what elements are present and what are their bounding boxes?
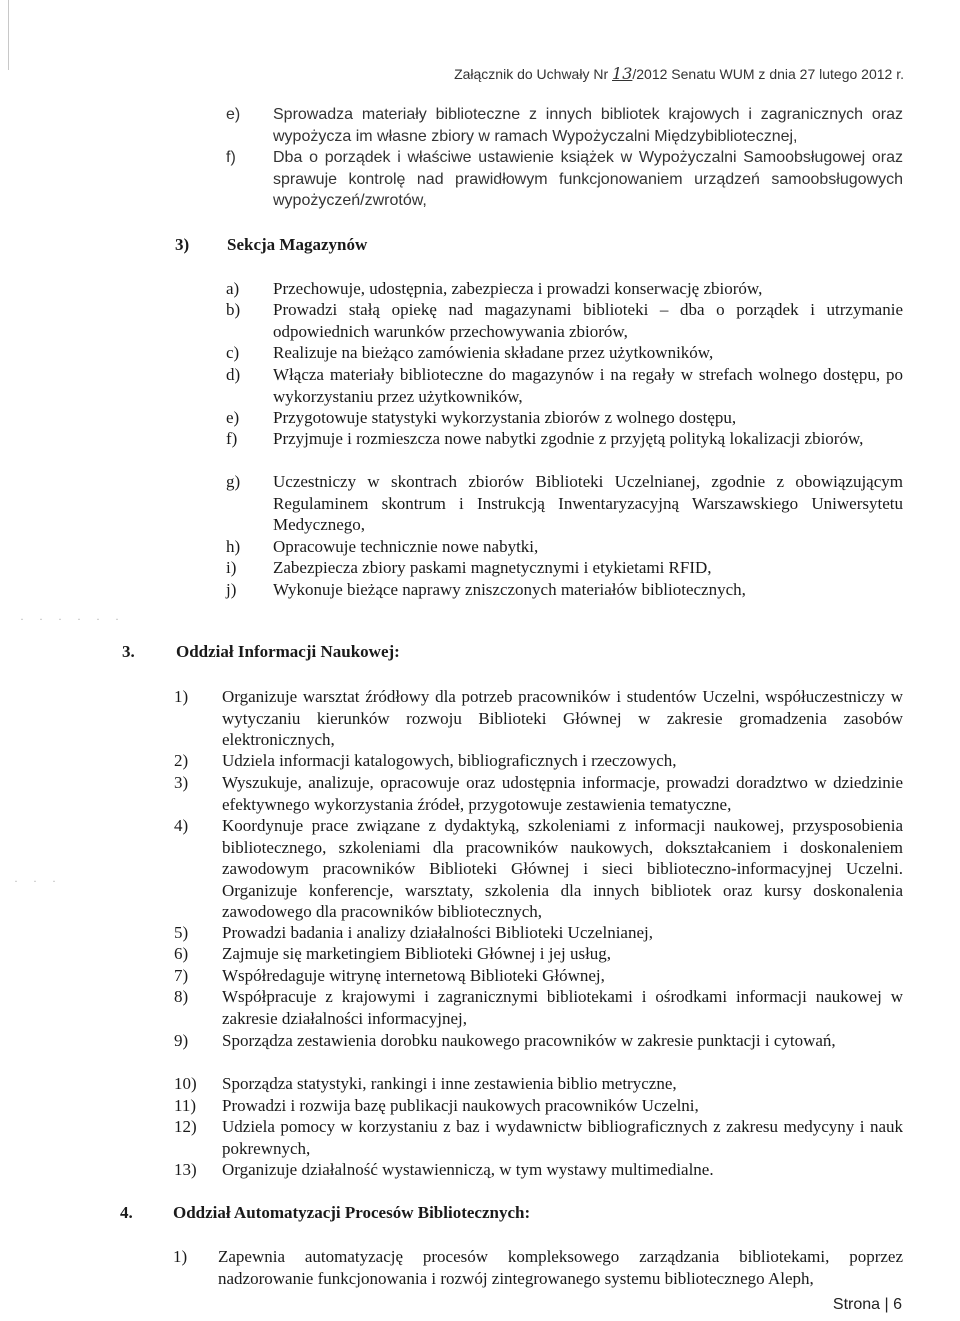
header-suffix: /2012 Senatu WUM z dnia 27 lutego 2012 r.: [632, 66, 904, 82]
header-prefix: Załącznik do Uchwały Nr: [454, 66, 609, 82]
list-item: Prowadzi badania i analizy działalności Biblioteki Uczelnianej,: [222, 923, 653, 942]
page-number: Strona | 6: [832, 1296, 902, 1313]
list-item: Realizuje na bieżąco zamówienia składane przez użytkowników,: [273, 343, 714, 362]
list-marker: a): [226, 279, 240, 298]
scan-noise: · · · · · ·: [20, 612, 125, 626]
list-item: Wyszukuje, analizuje, opracowuje oraz udostępnia informacje, prowadzi doradztwo w dziedzinie efektywnego wykorzystania źródeł, przygotowuje zestawienia tematyczne,: [222, 773, 903, 814]
list-item: Prowadzi stałą opiekę nad magazynami biblioteki – dba o porządek i utrzymanie odpowiednich warunków przechowywania zbiorów,: [273, 300, 903, 341]
scan-noise: · · ·: [14, 874, 62, 888]
list-marker: 1): [173, 1247, 188, 1266]
section-number: 3): [175, 235, 190, 254]
list-item: Udziela informacji katalogowych, bibliograficznych i rzeczowych,: [222, 751, 677, 770]
list-marker: 8): [174, 987, 189, 1006]
list-marker: 10): [174, 1074, 197, 1093]
list-marker: e): [226, 408, 240, 427]
list-marker: f): [226, 429, 238, 448]
list-item: Współpracuje z krajowymi i zagranicznymi bibliotekami i ośrodkami informacji naukowej w zakresie działalności informacyjnej,: [222, 987, 903, 1028]
section-title: Oddział Automatyzacji Procesów Bibliotecznych:: [173, 1203, 531, 1222]
list-item: Prowadzi i rozwija bazę publikacji naukowych pracowników Uczelni,: [222, 1096, 699, 1115]
list-marker: h): [226, 537, 241, 556]
list-item: Dba o porządek i właściwe ustawienie książek w Wypożyczalni Samoobsługowej oraz sprawuje kontrolę nad prawidłowym funkcjonowaniem urządzeń samoobsługowych wypożyczeń/zwrotów,: [273, 149, 903, 209]
list-marker: b): [226, 300, 241, 319]
list-item: Organizuje warsztat źródłowy dla potrzeb pracowników i studentów Uczelni, współuczestniczy w wytyczaniu kierunków rozwoju Biblioteki Głównej w zakresie gromadzenia zasobów elektronicznych,: [222, 687, 903, 749]
list-marker: 3): [174, 773, 189, 792]
list-marker: 1): [174, 687, 189, 706]
list-item: Opracowuje technicznie nowe nabytki,: [273, 537, 539, 556]
list-item: Koordynuje prace związane z dydaktyką, szkoleniami z informacji naukowej, przysposobienia bibliotecznego, szkoleniami dla pracowników naukowych, dokształcaniem i doskonaleniem zawodowym pracowników Biblioteki Głównej i sieci biblioteczno-informacyjnej Uczelni. Organizuje konferencje, warsztaty, szkolenia dla innych bibliotek oraz kursy doskonalenia zawodowego dla pracowników bibliotecznych,: [222, 816, 903, 921]
resolution-number: 13: [612, 64, 633, 83]
list-marker: 11): [174, 1096, 197, 1115]
list-marker: 2): [174, 751, 189, 770]
list-marker: 4): [174, 816, 189, 835]
list-item: Udziela pomocy w korzystaniu z baz i wydawnictw bibliograficznych z zakresu medycyny i nauk pokrewnych,: [222, 1117, 903, 1158]
list-item: Przechowuje, udostępnia, zabezpiecza i prowadzi konserwację zbiorów,: [273, 279, 763, 298]
section-number: 3.: [122, 642, 135, 661]
list-marker: 6): [174, 944, 189, 963]
list-marker: i): [226, 558, 237, 577]
list-marker: 12): [174, 1117, 197, 1136]
list-item: Zapewnia automatyzację procesów kompleksowego zarządzania bibliotekami, poprzez nadzorowanie funkcjonowania i rozwój zintegrowanego systemu bibliotecznego Aleph,: [218, 1247, 903, 1288]
list-marker: 13): [174, 1160, 197, 1179]
list-item: Współredaguje witrynę internetową Biblioteki Głównej,: [222, 966, 605, 985]
section-title: Oddział Informacji Naukowej:: [176, 642, 400, 661]
list-marker: e): [226, 106, 241, 123]
list-item: Sprowadza materiały biblioteczne z innych bibliotek krajowych i zagranicznych oraz wypożycza im własne zbiory w ramach Wypożyczalni Międzybibliotecznej,: [273, 106, 903, 145]
list-item: Przyjmuje i rozmieszcza nowe nabytki zgodnie z przyjętą polityką lokalizacji zbiorów,: [273, 429, 864, 448]
list-marker: j): [226, 580, 237, 599]
list-marker: d): [226, 365, 241, 384]
list-item: Organizuje działalność wystawienniczą, w tym wystawy multimedialne.: [222, 1160, 714, 1179]
section-number: 4.: [120, 1203, 133, 1222]
list-item: Sporządza statystyki, rankingi i inne zestawienia biblio metryczne,: [222, 1074, 677, 1093]
list-item: Zajmuje się marketingiem Biblioteki Głównej i jej usług,: [222, 944, 612, 963]
list-item: Przygotowuje statystyki wykorzystania zbiorów z wolnego dostępu,: [273, 408, 737, 427]
scan-edge-mark: [8, 0, 9, 70]
list-marker: g): [226, 472, 241, 491]
list-marker: 5): [174, 923, 189, 942]
section-title: Sekcja Magazynów: [227, 235, 368, 254]
list-item: Włącza materiały biblioteczne do magazynów i na regały w strefach wolnego dostępu, po wykorzystaniu przez użytkowników,: [273, 365, 903, 406]
list-marker: 7): [174, 966, 189, 985]
list-item: Wykonuje bieżące naprawy zniszczonych materiałów bibliotecznych,: [273, 580, 746, 599]
list-marker: 9): [174, 1031, 189, 1050]
list-item: Sporządza zestawienia dorobku naukowego pracowników w zakresie punktacji i cytowań,: [222, 1031, 836, 1050]
list-item: Zabezpiecza zbiory paskami magnetycznymi i etykietami RFID,: [273, 558, 712, 577]
list-item: Uczestniczy w skontrach zbiorów Biblioteki Uczelnianej, zgodnie z obowiązującym Regulaminem skontrum i Instrukcją Inwentaryzacyjną Warszawskiego Uniwersytetu Medycznego,: [273, 472, 903, 534]
list-marker: f): [226, 149, 236, 166]
page-header: [454, 64, 904, 83]
list-marker: c): [226, 343, 240, 362]
